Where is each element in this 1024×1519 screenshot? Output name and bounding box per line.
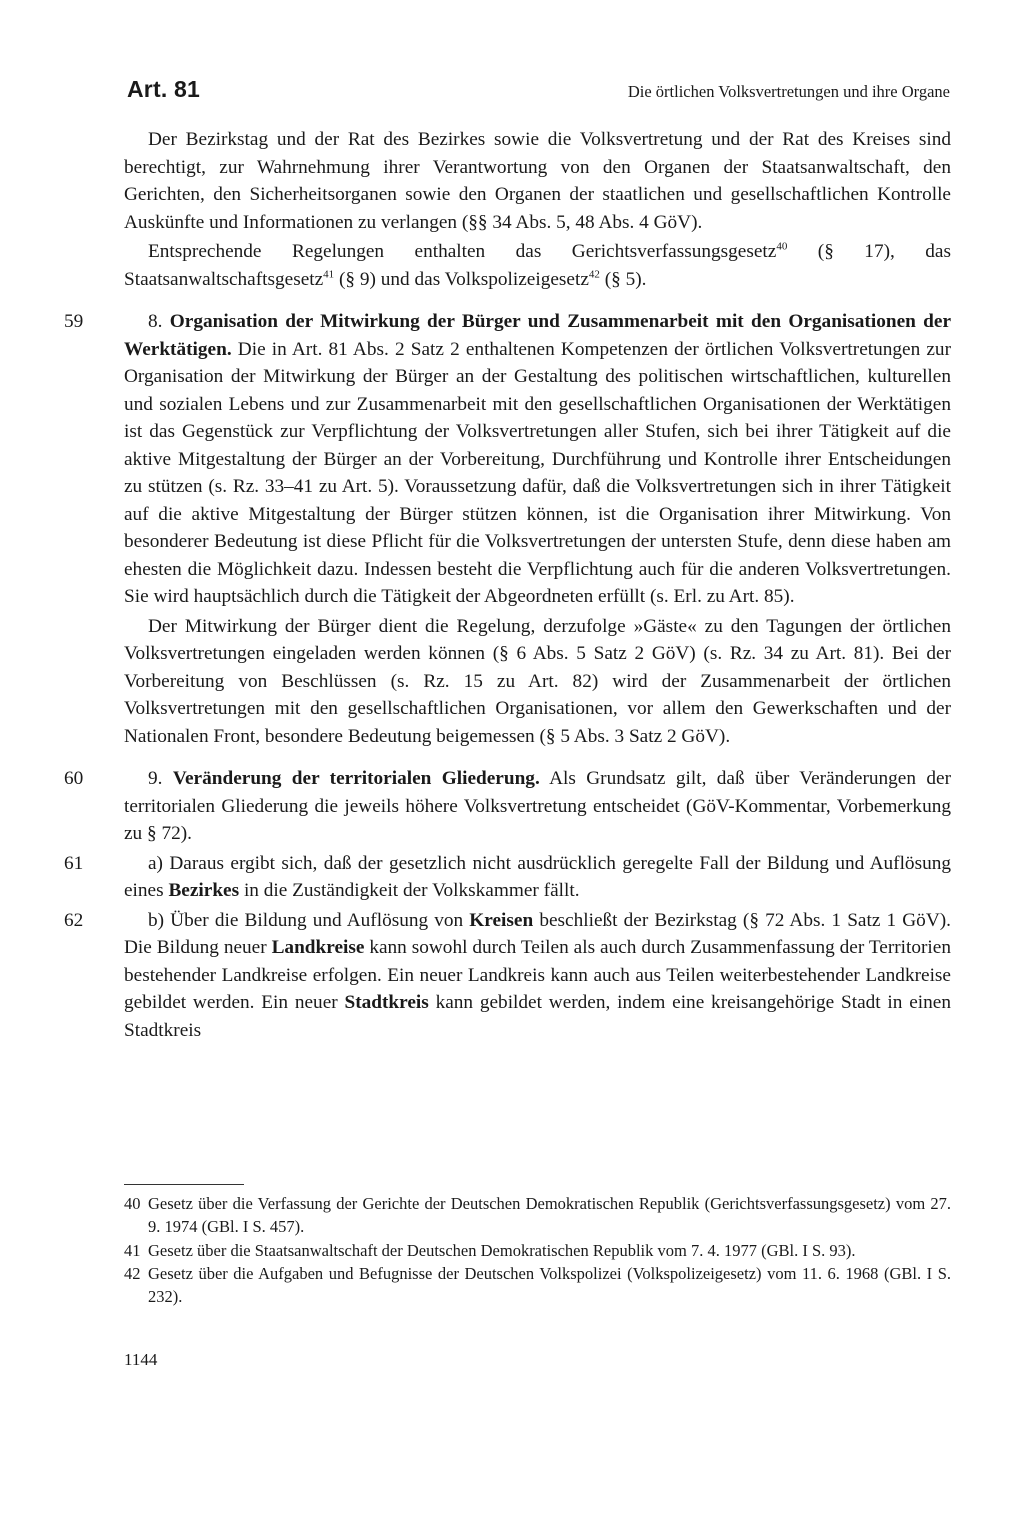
footnote [124, 1193, 951, 1239]
paragraph: Der Bezirkstag und der Rat des Bezirkes sowie die Volksvertretung und der Rat des Kreises sind berechtigt, zur Wahrnehmung ihrer Verantwortung von den Organen der Staatsanwaltschaft, den Gerichten, den Sicherheitsorganen sowie den Organen der staatlichen und gesellschaftlichen Kontrolle Auskünfte und Informationen zu verlangen (§§ 34 Abs. 5, 48 Abs. 4 GöV). [124, 129, 951, 233]
margin-number: 61 [64, 852, 84, 874]
paragraph-section-9: 60 9. Veränderung der territorialen Gliederung. Als Grundsatz gilt, daß über Veränderungen der territorialen Gliederung die jeweils höhere Volksvertretung entscheidet (GöV-Kommentar, Vorbemerkung zu § 72). [124, 765, 951, 848]
footnote-text: Gesetz über die Verfassung der Gerichte der Deutschen Demokratischen Republik (Gerichtsverfassungsgesetz) vom 27. 9. 1974 (GBl. I S. 457). [148, 1194, 951, 1236]
paragraph-section-8: 59 8. Organisation der Mitwirkung der Bürger und Zusammenarbeit mit den Organisationen der Werktätigen. Die in Art. 81 Abs. 2 Satz 2 enthaltenen Kompetenzen der örtlichen Volksvertretungen zur Organisation der Mitwirkung der Bürger an der Gestaltung des politischen wirtschaftlichen, kulturellen und sozialen Lebens und zur Zusammenarbeit mit den gesellschaftlichen Organisationen der Werktätigen ist das Gegenstück zur Verpflichtung der Volksvertretungen aller Stufen, sich bei ihrer Tätigkeit auf die aktive Mitgestaltung der Bürger an der Vorbereitung, Durchführung und Kontrolle ihrer Entscheidungen zu stützen (s. Rz. 33–41 zu Art. 5). Voraussetzung dafür, daß die Volksvertretungen sich in ihrer Tätigkeit auf die aktive Mitgestaltung der Bürger stützen können, ist die Organisation ihrer Mitwirkung. Von besonderer Bedeutung ist diese Pflicht für die Volksvertretungen der untersten Stufe, denn diese haben am ehesten die Möglichkeit dazu. Indessen besteht die Verpflichtung auch für die anderen Volksvertretungen. Sie wird hauptsächlich durch die Tätigkeit der Abgeordneten erfüllt (s. Erl. zu Art. 85). [124, 308, 951, 611]
footnote [124, 1240, 951, 1263]
margin-number: 62 [64, 909, 84, 931]
paragraph: Der Mitwirkung der Bürger dient die Regelung, derzufolge »Gäste« zu den Tagungen der örtlichen Volksvertretungen eingeladen werden können (§ 6 Abs. 5 Satz 2 GöV) (s. Rz. 34 zu Art. 81). Bei der Vorbereitung von Beschlüssen (s. Rz. 15 zu Art. 82) wird der Zusammenarbeit der örtlichen Volksvertretungen mit den gesellschaftlichen Organisationen, vor allem den Gewerkschaften und der Nationalen Front, besondere Bedeutung beigemessen (§ 5 Abs. 3 Satz 2 GöV). [124, 615, 951, 747]
footnote-text: Gesetz über die Aufgaben und Befugnisse der Deutschen Volkspolizei (Volkspolizeigesetz) vom 11. 6. 1968 (GBl. I S. 232). [148, 1264, 951, 1307]
footnote [124, 1263, 951, 1309]
footnote-number: 41 [124, 1240, 141, 1260]
footnote-ref: 40 [776, 240, 788, 253]
footnote-divider [124, 1184, 244, 1185]
footnote-ref: 42 [588, 268, 600, 281]
margin-number: 59 [64, 311, 84, 332]
footnote-number: 40 [124, 1194, 141, 1213]
paragraph: 62 b) Über die Bildung und Auflösung von Kreisen beschließt der Bezirkstag (§ 72 Abs. 1 Satz 1 GöV). Die Bildung neuer Landkreise kann sowohl durch Teilen als auch durch Zusammenfassung der Territorien bestehender Landkreise erfolgen. Ein neuer Landkreis kann auch aus Teilen weiterbestehender Landkreise gebildet werden. Ein neuer Stadtkreis kann gebildet werden, indem eine kreisangehörige Stadt in einen Stadtkreis [124, 907, 951, 1045]
footnotes [124, 1193, 951, 1310]
section-heading: Organisation der Mitwirkung der Bürger und Zusammenarbeit mit den Organisationen der Werktätigen. [124, 311, 951, 360]
footnote-ref: 41 [323, 268, 335, 281]
footnote-text: Gesetz über die Staatsanwaltschaft der Deutschen Demokratischen Republik vom 7. 4. 1977 (GBl. I S. 93). [148, 1240, 856, 1260]
section-heading: Veränderung der territorialen Gliederung. [172, 768, 540, 789]
paragraph: Entsprechende Regelungen enthalten das Gerichtsverfassungsgesetz$^{40}$ (§ 17), das Staatsanwaltschaftsgesetz$^{41}$ (§ 9) und das Volkspolizeigesetz$^{42}$ (§ 5). [124, 240, 951, 290]
article-label: Art. 81 [127, 76, 200, 102]
main-text [64, 126, 952, 1044]
paragraph: 61 a) Daraus ergibt sich, daß der gesetzlich nicht ausdrücklich geregelte Fall der Bildung und Auflösung eines Bezirkes in die Zuständigkeit der Volkskammer fällt. [124, 850, 951, 905]
footnote-number: 42 [124, 1264, 141, 1284]
page-number: 1144 [124, 1350, 158, 1369]
margin-number: 60 [64, 768, 84, 789]
running-title: Die örtlichen Volksvertretungen und ihre Organe [627, 82, 950, 101]
